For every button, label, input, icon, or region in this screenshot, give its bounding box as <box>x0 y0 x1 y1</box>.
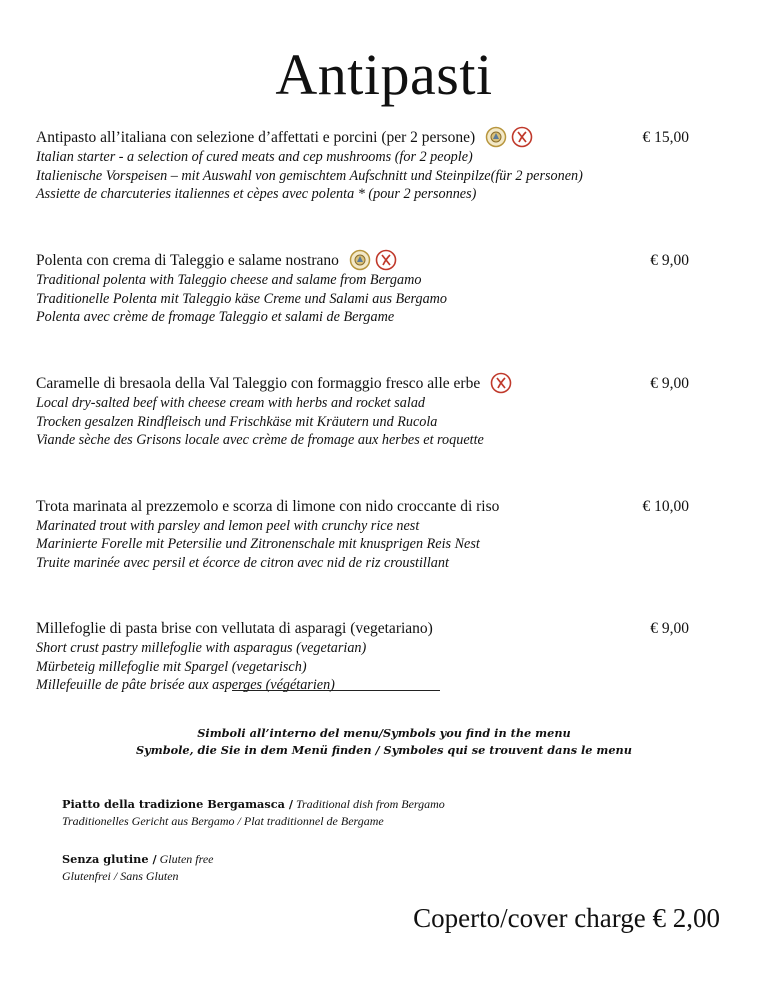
legend-tradition <box>62 796 662 830</box>
menu-item <box>36 374 689 450</box>
menu-item <box>36 128 689 204</box>
translation-en: Italian starter - a selection of cured meats and cep mushrooms (for 2 people) <box>36 149 473 166</box>
divider <box>232 690 440 691</box>
menu-item <box>36 251 689 327</box>
legend-tradition-other: Traditionelles Gericht aus Bergamo / Plat traditionnel de Bergame <box>62 814 384 828</box>
legend-tradition-en: Traditional dish from Bergamo <box>296 797 445 811</box>
bergamo-tradition-icon <box>485 126 507 148</box>
gluten-free-icon <box>511 126 533 148</box>
symbols-heading-line-1: Simboli all’interno del menu/Symbols you find in the menu <box>197 726 571 740</box>
legend-gluten-other: Glutenfrei / Sans Gluten <box>62 869 179 883</box>
translation-de: Traditionelle Polenta mit Taleggio käse Creme und Salami aus Bergamo <box>36 290 448 307</box>
legend-tradition-label: Piatto della tradizione Bergamasca / <box>62 797 293 811</box>
dish-name: Polenta con crema di Taleggio e salame nostrano <box>36 251 339 269</box>
dish-name: Millefoglie di pasta brise con vellutata di asparagi (vegetariano) <box>36 620 433 638</box>
gluten-free-icon <box>375 249 397 271</box>
translation-de: Trocken gesalzen Rindfleisch und Frischkäse mit Kräutern und Rucola <box>36 413 438 430</box>
dish-name: Caramelle di bresaola della Val Taleggio con formaggio fresco alle erbe <box>36 374 481 392</box>
menu-items <box>36 128 689 742</box>
dish-name: Antipasto all’italiana con selezione d’affettati e porcini (per 2 persone) <box>36 129 476 146</box>
bergamo-tradition-icon <box>349 249 371 271</box>
legend-gluten-label: Senza glutine / <box>62 852 157 866</box>
dish-price: € 10,00 <box>642 497 689 515</box>
translation-de: Mürbeteig millefoglie mit Spargel (vegetarisch) <box>36 658 307 675</box>
symbols-heading-line-2: Symbole, die Sie in dem Menü finden / Symboles qui se trouvent dans le menu <box>136 743 632 757</box>
menu-item <box>36 497 689 573</box>
legend-gluten <box>62 851 662 885</box>
menu-item <box>36 619 689 695</box>
translation-en: Traditional polenta with Taleggio cheese and salame from Bergamo <box>36 272 422 289</box>
dish-price: € 9,00 <box>650 620 689 638</box>
translation-fr: Truite marinée avec persil et écorce de citron avec nid de riz croustillant <box>36 554 449 571</box>
translation-en: Short crust pastry millefoglie with asparagus (vegetarian) <box>36 640 367 657</box>
translation-en: Marinated trout with parsley and lemon peel with crunchy rice nest <box>36 517 420 534</box>
dish-name: Trota marinata al prezzemolo e scorza di limone con nido croccante di riso <box>36 497 500 515</box>
page-title: Antipasti <box>275 42 493 107</box>
dish-price: € 15,00 <box>642 129 689 146</box>
gluten-free-icon <box>490 372 512 394</box>
translation-fr: Assiette de charcuteries italiennes et cèpes avec polenta * (pour 2 personnes) <box>36 186 477 203</box>
translation-fr: Millefeuille de pâte brisée aux asperges (végétarien) <box>36 677 335 694</box>
translation-en: Local dry-salted beef with cheese cream with herbs and rocket salad <box>36 395 426 412</box>
translation-de: Italienische Vorspeisen – mit Auswahl von gemischtem Aufschnitt und Steinpilze(für 2 personen) <box>36 167 583 184</box>
translation-fr: Polenta avec crème de fromage Taleggio et salami de Bergame <box>36 309 395 326</box>
dish-price: € 9,00 <box>650 251 689 269</box>
legend-gluten-en: Gluten free <box>159 852 214 866</box>
cover-charge: Coperto/cover charge € 2,00 <box>413 903 720 933</box>
translation-de: Marinierte Forelle mit Petersilie und Zitronenschale mit knusprigen Reis Nest <box>36 536 480 553</box>
dish-price: € 9,00 <box>650 374 689 392</box>
translation-fr: Viande sèche des Grisons locale avec crème de fromage aux herbes et roquette <box>36 432 484 449</box>
symbols-heading <box>0 725 768 759</box>
